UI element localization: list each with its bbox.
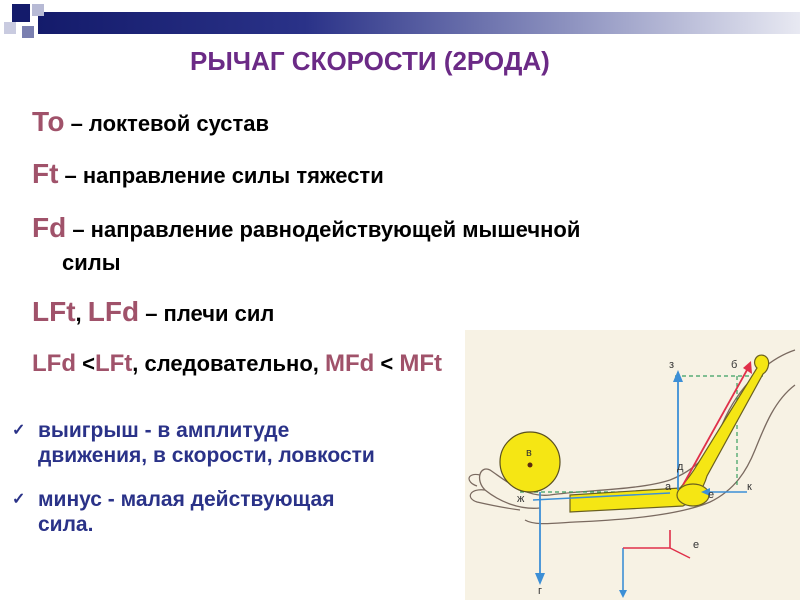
label-v: в — [526, 447, 532, 459]
header-square-1 — [12, 4, 30, 22]
symbol-lfd-2: LFd — [32, 350, 76, 377]
symbol-mft: MFt — [399, 350, 443, 377]
definition-line-ft — [32, 158, 384, 190]
symbol-ft: Ft — [32, 158, 59, 189]
header-bar — [0, 0, 800, 40]
header-gradient-stripe — [38, 12, 800, 34]
label-z: з — [669, 359, 675, 371]
separator-comma: , — [75, 301, 88, 326]
label-g: г — [538, 585, 543, 597]
definition-text-ft: – направление силы тяжести — [58, 163, 384, 188]
bullet-advantage-line2: движения, в скорости, ловкости — [38, 444, 375, 467]
bullet-disadvantage — [12, 487, 462, 539]
label-e-elbow: е — [708, 489, 715, 501]
definition-text-fd-continued: силы — [62, 250, 121, 275]
symbol-lfd: LFd — [87, 296, 140, 327]
label-e-axes: е — [693, 539, 700, 551]
bullet-advantage — [12, 418, 462, 470]
bullet-disadvantage-line1: минус - малая действующая — [38, 488, 335, 511]
label-zh: ж — [517, 493, 525, 505]
less-than-1: < — [75, 351, 95, 376]
label-k: к — [747, 481, 752, 493]
header-square-3 — [4, 22, 16, 34]
bullet-disadvantage-line2: сила. — [38, 513, 94, 536]
definition-line-to — [32, 106, 269, 138]
weight-center-dot — [528, 463, 533, 468]
symbol-to: То — [32, 106, 65, 137]
symbol-lft-2: LFt — [94, 350, 133, 377]
definition-text-fd: – направление равнодействующей мышечной — [66, 217, 581, 242]
definition-text-to: – локтевой сустав — [64, 111, 270, 136]
definition-line-fd — [32, 212, 580, 244]
checkmark-icon: ✓ — [12, 422, 26, 439]
elbow-joint — [677, 484, 709, 506]
header-square-2 — [32, 4, 44, 16]
symbol-fd: Fd — [32, 212, 67, 243]
symbol-mfd: MFd — [324, 350, 375, 377]
label-a: а — [665, 481, 672, 493]
definition-text-lever-arms: – плечи сил — [139, 301, 275, 326]
definition-line-lever-arms — [32, 296, 274, 328]
inequality-line — [32, 350, 442, 378]
label-d: д — [677, 461, 684, 473]
header-square-4 — [22, 26, 34, 38]
bullet-advantage-line1: выигрыш - в амплитуде — [38, 419, 290, 442]
symbol-lft: LFt — [32, 296, 76, 327]
weight-ball — [500, 432, 560, 492]
label-b: б — [731, 359, 738, 371]
less-than-2: < — [374, 351, 400, 376]
inequality-text: , следовательно, — [132, 351, 325, 376]
forearm-lever-diagram — [465, 330, 800, 600]
checkmark-icon: ✓ — [12, 491, 26, 508]
slide-title: РЫЧАГ СКОРОСТИ (2РОДА) — [190, 46, 550, 76]
